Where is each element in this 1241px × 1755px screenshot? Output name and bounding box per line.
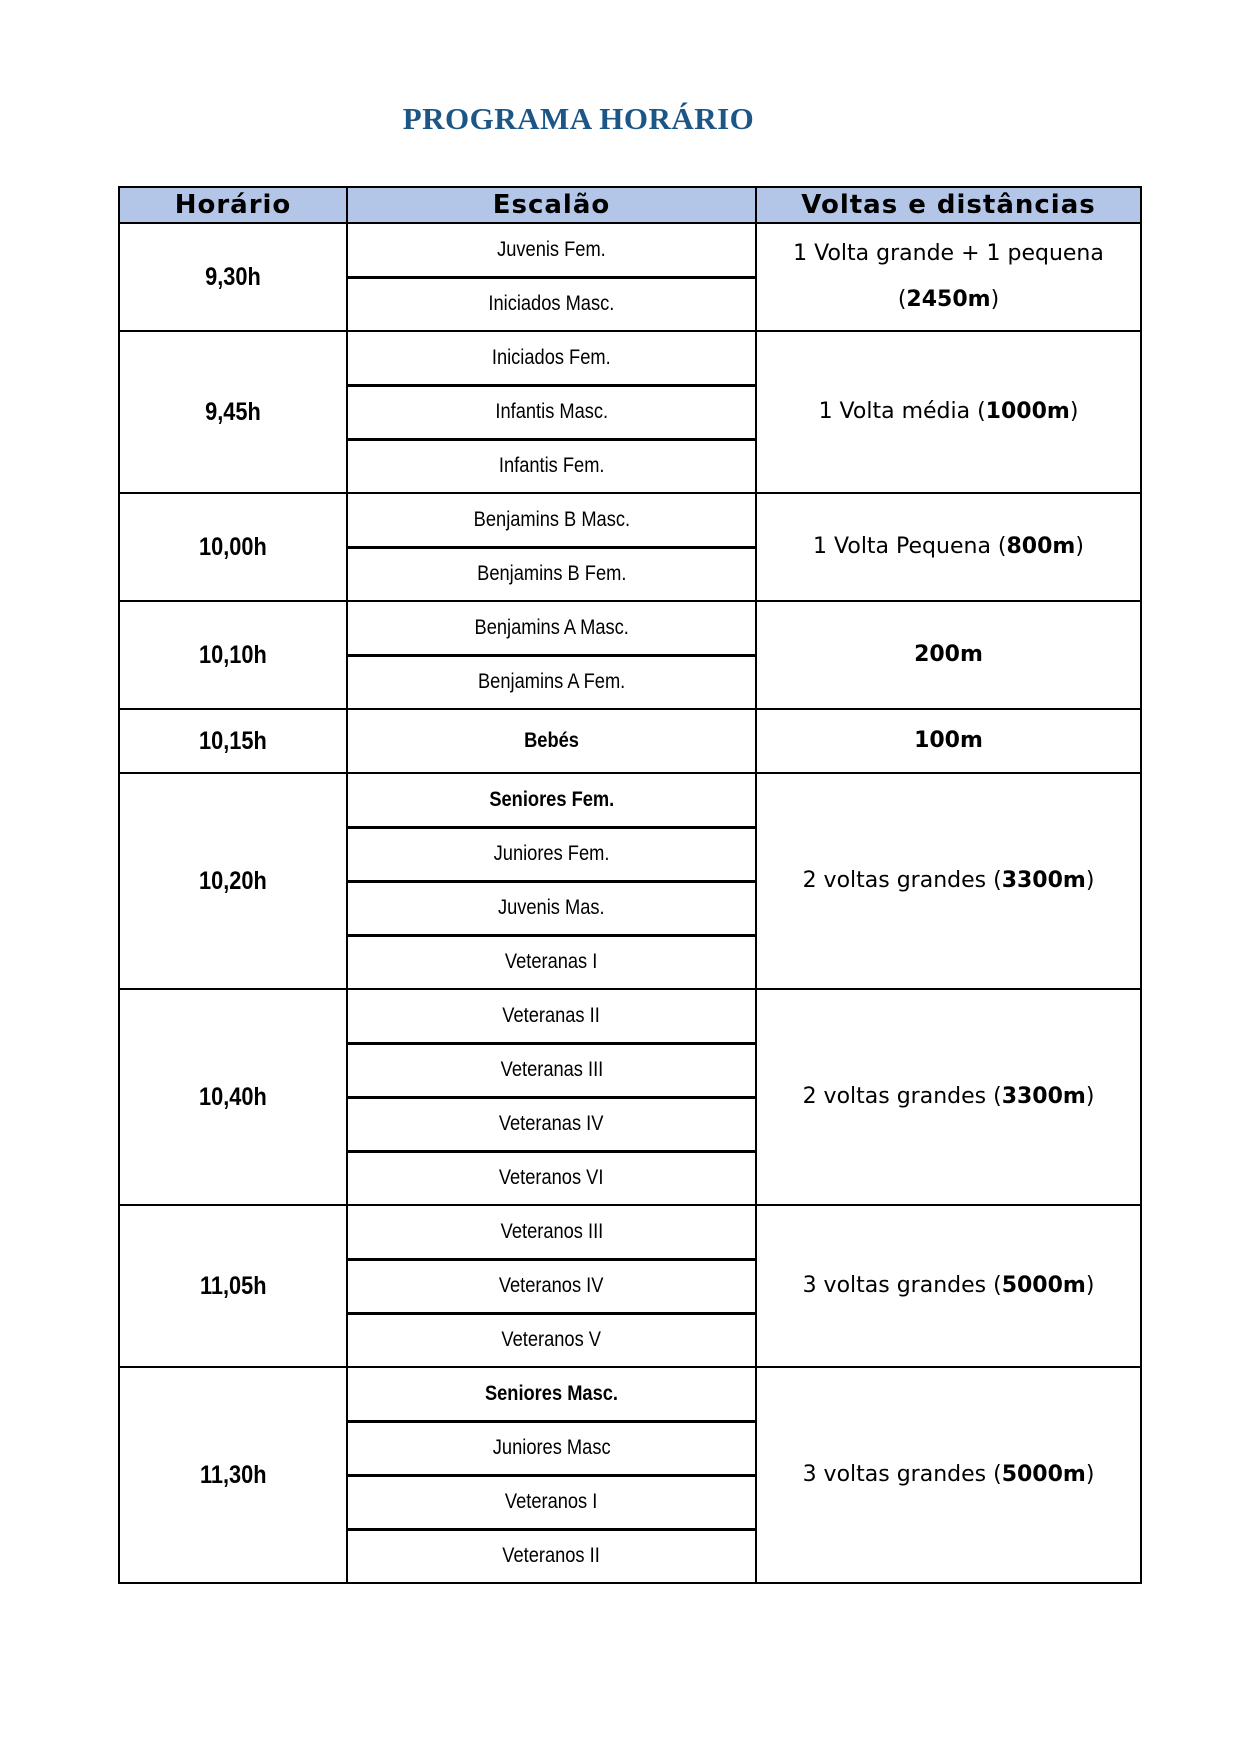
category-cell	[347, 655, 756, 709]
time-label: 9,45h	[205, 397, 261, 426]
distance-text: 3 voltas grandes (	[802, 1273, 1002, 1298]
distance-text: )	[1085, 1273, 1095, 1298]
time-cell	[119, 709, 347, 773]
distance-line	[761, 1273, 1136, 1299]
category-cell	[347, 709, 756, 773]
table-row	[119, 601, 1141, 655]
category-cell	[347, 1475, 756, 1529]
distance-text: 800m	[1006, 534, 1076, 559]
category-cell	[347, 989, 756, 1043]
distance-text: )	[1075, 534, 1084, 559]
category-label: Juvenis Mas.	[498, 896, 605, 919]
category-cell	[347, 827, 756, 881]
category-label: Veteranos V	[501, 1328, 602, 1352]
header-escalao: Escalão	[347, 187, 756, 223]
category-cell	[347, 493, 756, 547]
distance-line	[761, 241, 1136, 267]
category-cell	[347, 773, 756, 827]
category-label: Iniciados Masc.	[488, 292, 615, 316]
distance-line	[761, 1462, 1136, 1488]
time-cell	[119, 1205, 347, 1367]
table-row	[119, 1367, 1141, 1421]
header-horario: Horário	[119, 187, 347, 223]
distance-text: 1000m	[985, 399, 1070, 424]
time-cell	[119, 601, 347, 709]
category-label: Juniores Masc	[492, 1436, 611, 1459]
category-cell	[347, 385, 756, 439]
category-label: Veteranos III	[500, 1219, 603, 1243]
table-row	[119, 773, 1141, 827]
distance-cell	[756, 223, 1141, 331]
distance-text: 3 voltas grandes (	[802, 1462, 1002, 1487]
distance-text: 3300m	[1001, 868, 1086, 893]
distance-text: )	[1085, 868, 1095, 893]
time-cell	[119, 773, 347, 989]
distance-cell	[756, 773, 1141, 989]
category-label: Veteranas IV	[499, 1112, 604, 1135]
time-label: 10,40h	[199, 1082, 267, 1111]
category-label: Veteranas III	[500, 1058, 603, 1081]
category-cell	[347, 331, 756, 385]
category-cell	[347, 1313, 756, 1367]
category-label: Seniores Masc.	[484, 1381, 619, 1405]
category-cell	[347, 1259, 756, 1313]
distance-text: )	[1069, 399, 1079, 424]
time-label: 11,05h	[199, 1271, 267, 1300]
time-label: 10,10h	[199, 640, 267, 669]
distance-text: (	[897, 287, 907, 312]
distance-text: )	[1085, 1462, 1095, 1487]
category-cell	[347, 547, 756, 601]
header-voltas-distancias: Voltas e distâncias	[756, 187, 1141, 223]
category-label: Veteranos IV	[499, 1274, 604, 1297]
category-label: Juvenis Fem.	[497, 237, 606, 261]
category-cell	[347, 601, 756, 655]
category-cell	[347, 1097, 756, 1151]
category-cell	[347, 935, 756, 989]
table-row	[119, 493, 1141, 547]
category-label: Benjamins B Masc.	[473, 507, 630, 531]
page-title: PROGRAMA HORÁRIO	[402, 101, 755, 136]
distance-line	[761, 287, 1136, 313]
time-cell	[119, 493, 347, 601]
distance-cell	[756, 601, 1141, 709]
category-cell	[347, 1529, 756, 1583]
category-label: Iniciados Fem.	[492, 345, 611, 369]
distance-cell	[756, 1205, 1141, 1367]
category-cell	[347, 1043, 756, 1097]
schedule-table	[118, 186, 1142, 1584]
distance-line	[761, 399, 1136, 425]
time-cell	[119, 989, 347, 1205]
category-label: Benjamins A Fem.	[477, 670, 626, 694]
category-label: Infantis Masc.	[495, 400, 608, 423]
category-label: Veteranas II	[502, 1003, 601, 1027]
distance-line	[761, 728, 1136, 754]
time-cell	[119, 223, 347, 331]
distance-text: 2 voltas grandes (	[802, 868, 1002, 893]
distance-text: 2 voltas grandes (	[802, 1084, 1002, 1109]
distance-text: 100m	[914, 728, 983, 753]
distance-text: )	[1085, 1084, 1095, 1109]
category-cell	[347, 1205, 756, 1259]
category-cell	[347, 881, 756, 935]
distance-cell	[756, 331, 1141, 493]
distance-line	[761, 534, 1136, 560]
category-cell	[347, 1151, 756, 1205]
distance-cell	[756, 989, 1141, 1205]
category-label: Veteranas I	[505, 950, 598, 974]
category-label: Benjamins B Fem.	[476, 562, 627, 586]
time-label: 10,20h	[199, 866, 267, 895]
distance-cell	[756, 1367, 1141, 1583]
distance-text: 3300m	[1001, 1084, 1086, 1109]
category-label: Juniores Fem.	[493, 842, 610, 865]
time-cell	[119, 1367, 347, 1583]
distance-text: 2450m	[906, 287, 991, 312]
distance-cell	[756, 709, 1141, 773]
table-row	[119, 709, 1141, 773]
distance-text: 5000m	[1001, 1273, 1086, 1298]
category-label: Veteranos VI	[499, 1166, 604, 1190]
table-row	[119, 989, 1141, 1043]
time-label: 10,00h	[199, 532, 267, 561]
table-row	[119, 223, 1141, 277]
distance-line	[761, 1084, 1136, 1110]
distance-text: 5000m	[1001, 1462, 1086, 1487]
category-cell	[347, 439, 756, 493]
time-label: 11,30h	[199, 1460, 267, 1489]
distance-line	[761, 868, 1136, 894]
distance-line	[761, 642, 1136, 668]
distance-text: 1 Volta média (	[818, 399, 986, 424]
table-row	[119, 1205, 1141, 1259]
category-label: Seniores Fem.	[489, 787, 614, 811]
distance-text: )	[990, 287, 1000, 312]
distance-text: 1 Volta grande + 1 pequena	[793, 241, 1104, 266]
distance-cell	[756, 493, 1141, 601]
time-cell	[119, 331, 347, 493]
category-label: Bebés	[524, 729, 579, 752]
category-label: Veteranos II	[502, 1544, 601, 1568]
category-label: Benjamins A Masc.	[474, 615, 629, 639]
category-cell	[347, 223, 756, 277]
category-cell	[347, 277, 756, 331]
table-row	[119, 331, 1141, 385]
time-label: 9,30h	[205, 262, 261, 291]
distance-text: 1 Volta Pequena (	[813, 534, 1007, 559]
time-label: 10,15h	[199, 726, 267, 755]
category-label: Veteranos I	[505, 1490, 598, 1513]
category-label: Infantis Fem.	[498, 454, 605, 478]
distance-text: 200m	[914, 642, 983, 667]
header-row	[119, 187, 1141, 223]
category-cell	[347, 1367, 756, 1421]
category-cell	[347, 1421, 756, 1475]
